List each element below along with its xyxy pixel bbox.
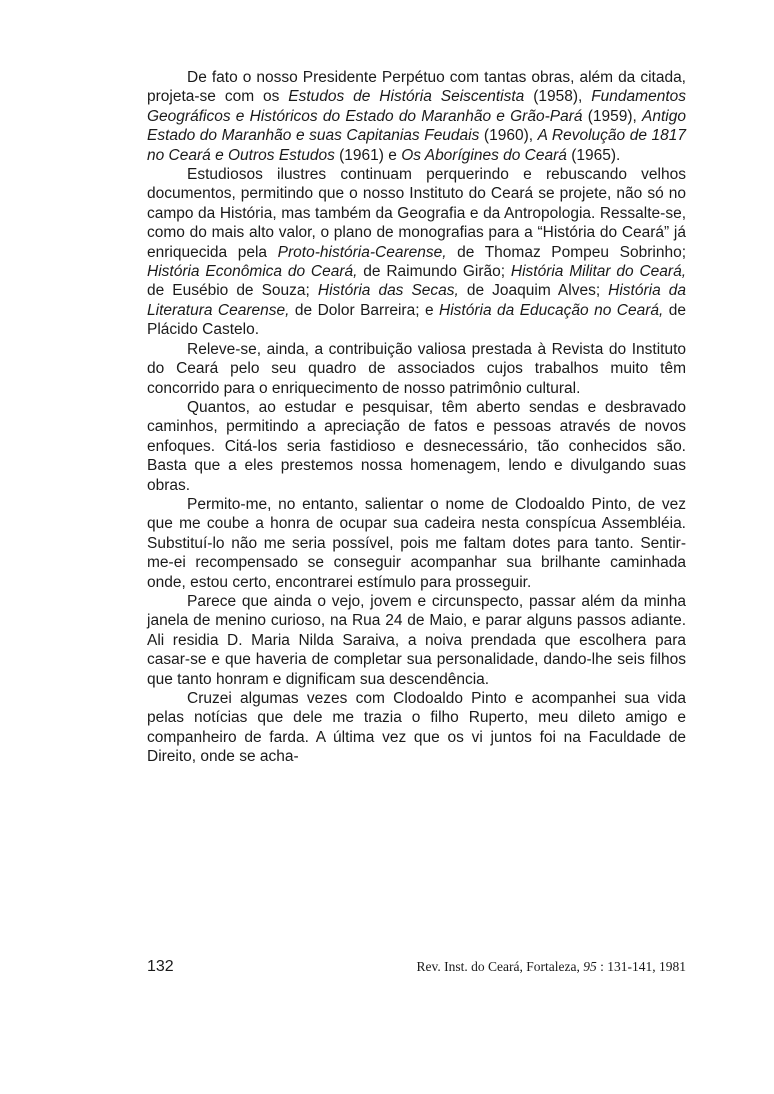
italic-title-run: História das Secas, [317,282,459,300]
text-run: de Thomaz Pompeu Sobrinho; [446,243,686,261]
paragraph [147,398,686,495]
text-run: Cruzei algumas vezes com Clodoaldo Pinto e acompanhei sua vida pelas notícias que dele me trazia o filho Ruperto, meu dileto amigo e companheiro de farda. A última vez que os vi juntos foi na Faculdade de Direito, onde se acha- [147,690,686,766]
citation-suffix: : 131-141, 1981 [596,959,686,974]
paragraph [147,340,686,398]
italic-title-run: Fundamentos Geográficos e Históricos do Estado do Maranhão e Grão-Pará [147,88,686,125]
text-run: (1958), [524,88,592,106]
paragraph [147,68,686,165]
italic-title-run: Antigo Estado do Maranhão e suas Capitanias Feudais [147,107,686,145]
paragraph [147,689,686,767]
italic-title-run: História Militar do Ceará, [510,263,687,281]
journal-citation [417,959,686,975]
paragraph [147,592,686,689]
italic-title-run: História da Educação no Ceará, [439,301,664,319]
text-run: Estudiosos ilustres continuam perquerindo e rebuscando velhos documentos, permitindo que o nosso Instituto do Ceará se projete, não só no campo da História, mas também da Geografia e da Antropologia. Ressalte-se, como do mais alto valor, o plano de monografias para a “História do Ceará” já enriquecida pela [147,166,686,261]
page-footer [147,958,686,976]
text-run: Permito-me, no entanto, salientar o nome de Clodoaldo Pinto, de vez que me coube a honra de ocupar sua cadeira nesta conspícua Assembléia. Substituí-lo não me seria possível, pois me faltam dotes para tanto. Sentir-me-ei recompensado se conseguir acompanhar sua brilhante caminhada onde, estou certo, encontrarei estímulo para prosseguir. [147,495,686,591]
citation-volume: 95 [583,959,597,974]
italic-title-run: História da Literatura Cearense, [147,282,686,319]
italic-title-run: Estudos de História Seiscentista [288,88,525,106]
document-body [147,68,686,767]
italic-title-run: História Econômica do Ceará, [147,263,358,281]
text-run: (1965). [566,146,621,164]
text-run: de Raimundo Girão; [357,263,511,281]
text-run: (1960), [479,127,538,145]
page-number: 132 [147,958,174,975]
text-run: De fato o nosso Presidente Perpétuo com tantas obras, além da citada, projeta-se com os [147,69,686,106]
citation-prefix: Rev. Inst. do Ceará, Fortaleza, [416,959,584,974]
italic-title-run: Os Aborígines do Ceará [401,146,567,164]
italic-title-run: A Revolução de 1817 no Ceará e Outros Estudos [147,127,686,164]
text-run: (1959), [582,107,643,125]
paragraph [147,165,686,340]
text-run: Quantos, ao estudar e pesquisar, têm aberto sendas e desbravado caminhos, permitindo a apreciação de fatos e pessoas através de novos enfoques. Citá-los seria fastidioso e desnecessário, tão conhecidos são. Basta que a eles prestemos nossa homenagem, lendo e divulgando suas obras. [147,398,686,494]
italic-title-run: Proto-história-Cearense, [277,243,447,261]
text-run: (1961) e [334,146,402,164]
text-run: de Eusébio de Souza; [147,282,318,300]
text-run: de Plácido Castelo. [147,301,686,339]
text-run: de Joaquim Alves; [458,282,609,300]
text-run: de Dolor Barreira; e [289,301,440,319]
text-run: Parece que ainda o vejo, jovem e circunspecto, passar além da minha janela de menino curioso, na Rua 24 de Maio, e parar alguns passos adiante. Ali residia D. Maria Nilda Saraiva, a noiva prendada que escolhera para casar-se e que haveria de completar sua personalidade, dando-lhe seis filhos que tanto honram e dignificam sua descendência. [147,592,686,688]
paragraph [147,495,686,592]
text-run: Releve-se, ainda, a contribuição valiosa prestada à Revista do Instituto do Ceará pelo seu quadro de associados cujos trabalhos muito têm concorrido para o enriquecimento de nosso patrimônio cultural. [147,340,686,397]
